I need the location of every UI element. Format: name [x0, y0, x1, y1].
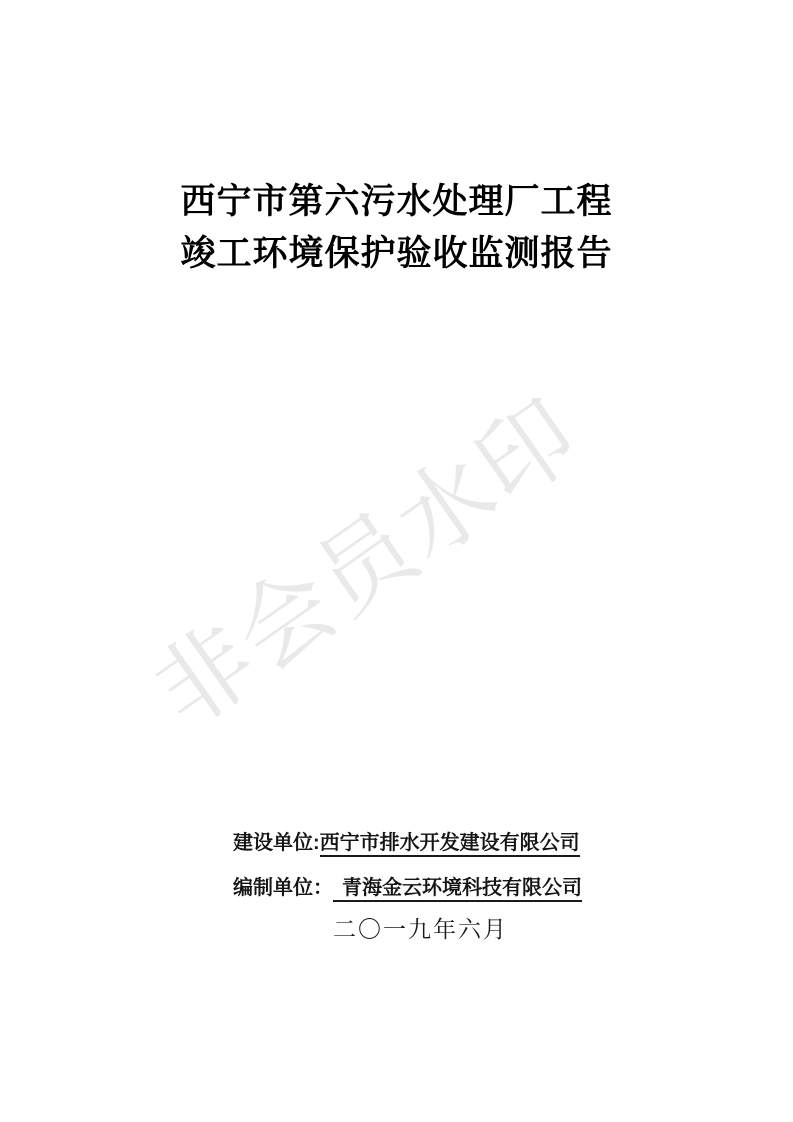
report-date: 二〇一九年六月	[333, 917, 508, 942]
builder-value: 西宁市排水开发建设有限公司	[320, 832, 580, 857]
report-title	[0, 176, 793, 280]
compiler-value: 青海金云环境科技有限公司	[333, 877, 582, 902]
report-title-line2: 竣工环境保护验收监测报告	[180, 234, 613, 273]
compiler-line	[233, 875, 582, 902]
watermark-text: 非会员水印	[136, 379, 599, 748]
builder-line	[233, 830, 582, 857]
compiler-label: 编制单位：	[233, 877, 333, 899]
builder-label: 建设单位:	[233, 832, 320, 854]
signoff-block	[233, 830, 582, 920]
report-title-line1: 西宁市第六污水处理厂工程	[180, 182, 613, 221]
